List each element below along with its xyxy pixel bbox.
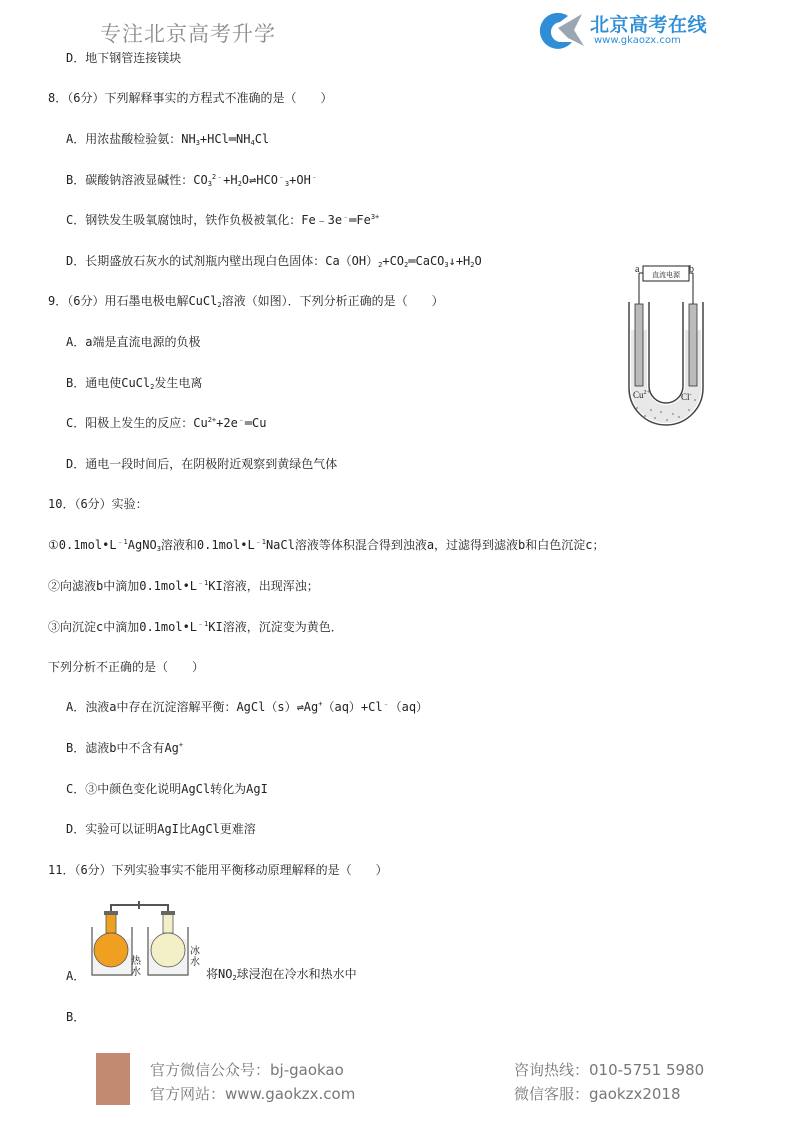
q11-option-a-label: A． [66,969,86,983]
cu-ion-label: $Cu^{2+}$ [633,390,650,400]
q10-step3: ③向沉淀c中滴加$0.1mol•L^{﹣1}KI$溶液，沉淀变为黄色． [48,620,343,634]
electrolysis-u-tube-diagram [625,258,709,438]
q8-option-d: D．长期盛放石灰水的试剂瓶内壁出现白色固体：$Ca(OH)_2+CO_2═CaCO_3↓+H_2O$ [66,254,482,269]
q9-stem: 9．（6分）用石墨电极电解CuCl$_2$溶液（如图）．下列分析正确的是（ ） [48,294,444,309]
q8-stem: 8．（6分）下列解释事实的方程式不准确的是（ ） [48,91,333,105]
q10-question: 下列分析不正确的是（ ） [48,660,205,674]
footer-wechat-service: 微信客服：gaokzx2018 [514,1085,681,1103]
cold-flask-no2 [151,933,185,967]
q8-option-b: B．碳酸钠溶液显碱性：$CO_3^{2﹣}+H_2O\rightleftharpoons HCO^﹣_3+OH^﹣$ [66,173,318,188]
no2-flask-diagram [88,895,206,985]
left-graphite-electrode [635,304,643,386]
right-graphite-electrode [689,304,697,386]
ice-water-label: 冰水 [190,946,200,968]
terminal-a-label: a [635,264,640,275]
header-slogan: 专注北京高考升学 [100,22,276,46]
q9-option-b: B．通电使CuCl$_2$发生电离 [66,376,203,391]
q10-option-d: D．实验可以证明AgI比AgCl更难溶 [66,822,256,836]
gaokao-logo-icon [528,8,586,52]
q11-option-a-text: 将$NO_2$球浸泡在冷水和热水中 [206,967,357,982]
footer-hotline: 咨询热线：010-5751 5980 [514,1061,705,1079]
q9-option-a: A．a端是直流电源的负极 [66,335,201,349]
cl-ion-label: Cl- [681,392,692,402]
q8-option-a: A．用浓盐酸检验氨：$NH_3+HCl═NH_4Cl$ [66,132,270,147]
q11-stem: 11．（6分）下列实验事实不能用平衡移动原理解释的是（ ） [48,863,388,877]
q11-option-b-label: B． [66,1010,86,1024]
q10-step1: $①0.1mol•L^{﹣1}AgNO_3$溶液和$0.1mol•L^{﹣1}NaCl$溶液等体积混合得到浊液a，过滤得到滤液b和白色沉淀c； [48,538,605,553]
q10-option-a: A．浊液a中存在沉淀溶解平衡：AgCl（s）⇌Ag+（aq）+Cl﹣（aq） [66,700,429,714]
q10-option-c: C．③中颜色变化说明AgCl转化为AgI [66,782,268,796]
q10-option-b: B．滤液b中不含有Ag+ [66,741,184,755]
q8-option-c: C．钢铁发生吸氧腐蚀时，铁作负极被氧化：$Fe﹣3e^﹣═Fe^{3+}$ [66,213,380,227]
hot-water-label: 热水 [131,956,141,978]
q10-step2: ②向滤液b中滴加$0.1mol•L^{﹣1}KI$溶液，出现浑浊； [48,579,319,593]
footer-accent-box [96,1053,130,1105]
power-supply-label: 直流电源 [652,271,680,279]
logo-url: www.gkaozx.com [594,35,681,46]
footer-website: 官方网站：www.gaokzx.com [150,1085,356,1103]
q9-option-d: D．通电一段时间后，在阴极附近观察到黄绿色气体 [66,457,338,471]
footer-wechat-public: 官方微信公众号：bj-gaokao [150,1061,344,1079]
q10-stem: 10．（6分）实验： [48,497,148,511]
hot-flask-no2 [94,933,128,967]
terminal-b-label: b [689,264,694,275]
logo-name: 北京高考在线 [590,14,708,36]
q9-option-c: C．阳极上发生的反应：$Cu^{2+}+2e^﹣═Cu$ [66,416,267,430]
q7-option-d: D．地下钢管连接镁块 [66,51,182,65]
